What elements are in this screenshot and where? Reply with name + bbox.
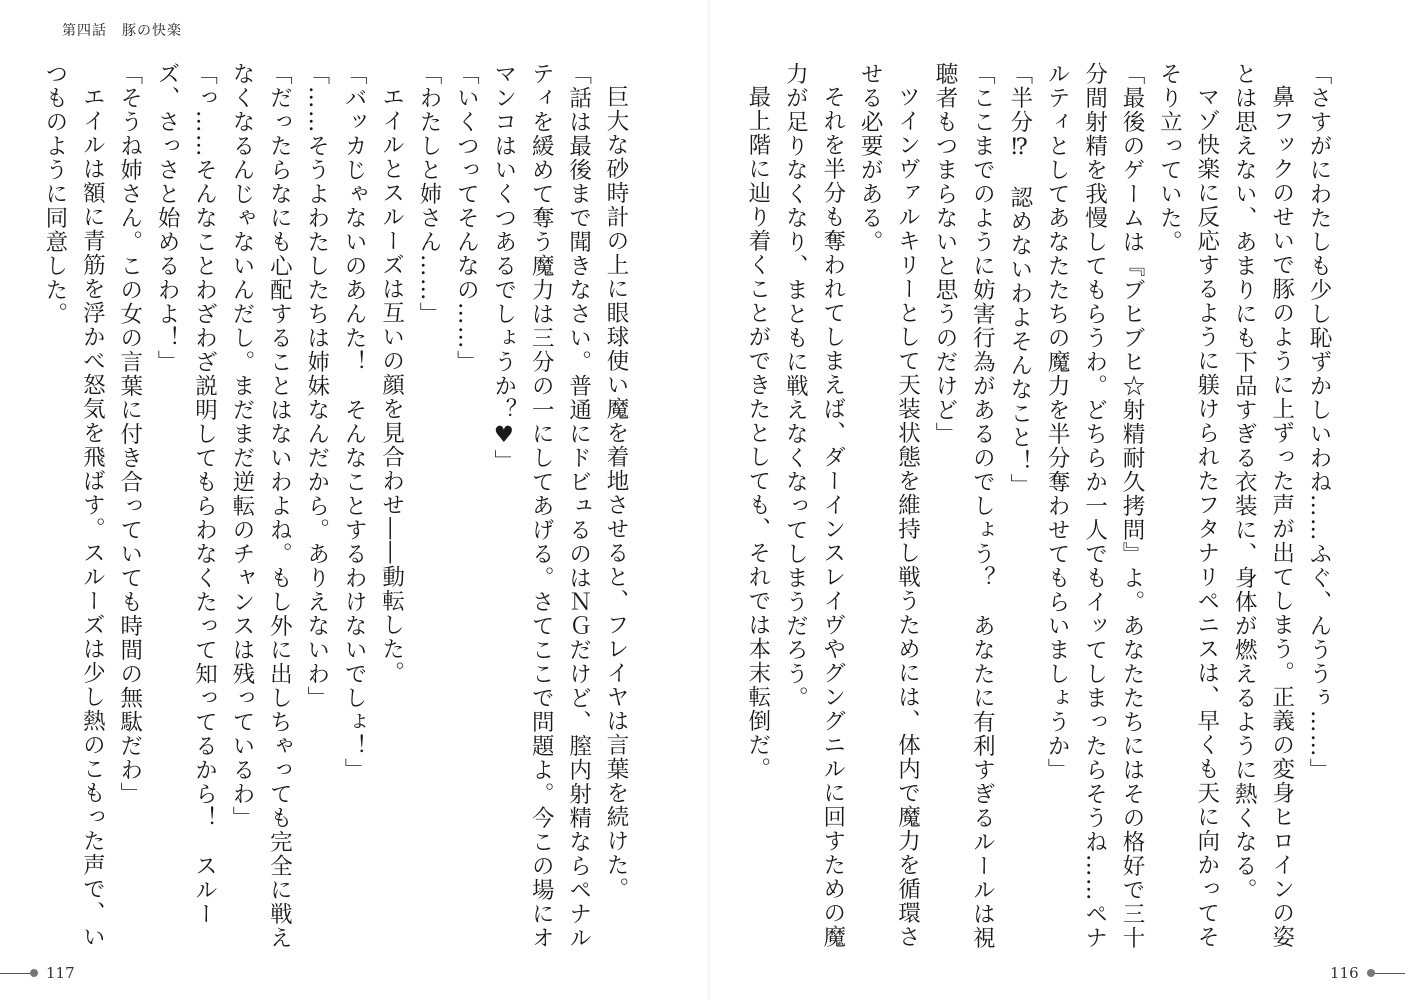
paragraph: 「話は最後まで聞きなさい。普通にドビュるのはＮＧだけど、膣内射精ならペナルティを緩めて奪う魔力は三分の一にしてあげる。さてここで問題よ。今この場にオマンコはいくつあるでしょうか？♥」: [490, 62, 592, 950]
paragraph: 「いくつってそんなの……」: [453, 62, 480, 374]
paragraph: エイルは額に青筋を浮かべ怒気を飛ばす。スルーズは少し熱のこもった声で、いつものように同意した。: [41, 62, 106, 949]
left-page-folio: [0, 962, 90, 984]
folio-dot-icon: [30, 969, 38, 977]
right-page-folio: [1330, 962, 1418, 984]
left-page-text: [41, 62, 634, 962]
paragraph: エイルとスルーズは互いの顔を見合わせ――動転した。: [378, 84, 405, 685]
paragraph: 「半分⁉ 認めないわよそんなこと！」: [1006, 62, 1033, 498]
paragraph: 「さすがにわたしも少し恥ずかしいわね……ふぐ、んううぅ……」: [1306, 62, 1332, 782]
paragraph: 鼻フックのせいで豚のように上ずった声が出てしまう。正義の変身ヒロインの姿とは思えない、あまりにも下品すぎる衣装に、身体が燃えるように熱くなる。: [1231, 62, 1295, 949]
paragraph: マゾ快楽に反応するように躾けられたフタナリペニスは、早くも天に向かってそそり立っていた。: [1156, 62, 1220, 949]
paragraph: それを半分も奪われてしまえば、ダーインスレイヴやグングニルに回すための魔力が足りなくなり、まともに戦えなくなってしまうだろう。: [782, 62, 846, 949]
paragraph: 最上階に辿り着くことができたとしても、それでは本末転倒だ。: [744, 84, 771, 781]
paragraph: 「っ……そんなことわざわざ説明してもらわなくたって知ってるから！ スルーズ、さっさと始めるわよ！」: [154, 62, 218, 926]
folio-dot-icon: [1367, 969, 1375, 977]
folio-rule: [1375, 973, 1405, 974]
page-gutter: [708, 0, 710, 1000]
page-number: 117: [46, 964, 75, 982]
paragraph: 「ここまでのように妨害行為があるのでしょう？ あなたに有利すぎるルールは視聴者もつまらないと思うのだけど」: [931, 62, 996, 950]
right-page-text: [744, 62, 1337, 962]
folio-rule: [0, 973, 30, 974]
running-header-chapter-title: 第四話 豚の快楽: [62, 23, 182, 39]
paragraph: 「バッカじゃないのあんた！ そんなことするわけないでしょ！」: [341, 62, 368, 782]
paragraph: 「だったらなにも心配することはないわよね。もし外に出しちゃっても完全に戦えなくなるんじゃないんだし。まだまだ逆転のチャンスは残っているわ」: [228, 62, 293, 950]
paragraph: 巨大な砂時計の上に眼球使い魔を着地させると、フレイヤは言葉を続けた。: [603, 84, 629, 901]
paragraph: ツインヴァルキリーとして天装状態を維持し戦うためには、体内で魔力を循環させる必要がある。: [857, 62, 921, 949]
paragraph: 「わたしと姉さん……」: [415, 62, 442, 326]
paragraph: 「……そうよわたしたちは姉妹なんだから。ありえないわ」: [303, 62, 330, 710]
paragraph: 「最後のゲームは『ブヒブヒ☆射精耐久拷問』よ。あなたたちにはその格好で三十分間射精を我慢してもらうわ。どちらか一人でもイッてしまったらそうね……ペナルティとしてあなたたちの魔力を半分奪わせてもらいましょうか」: [1044, 62, 1145, 950]
paragraph: 「そうね姉さん。この女の言葉に付き合っていても時間の無駄だわ」: [116, 62, 143, 806]
page-number: 116: [1330, 964, 1359, 982]
